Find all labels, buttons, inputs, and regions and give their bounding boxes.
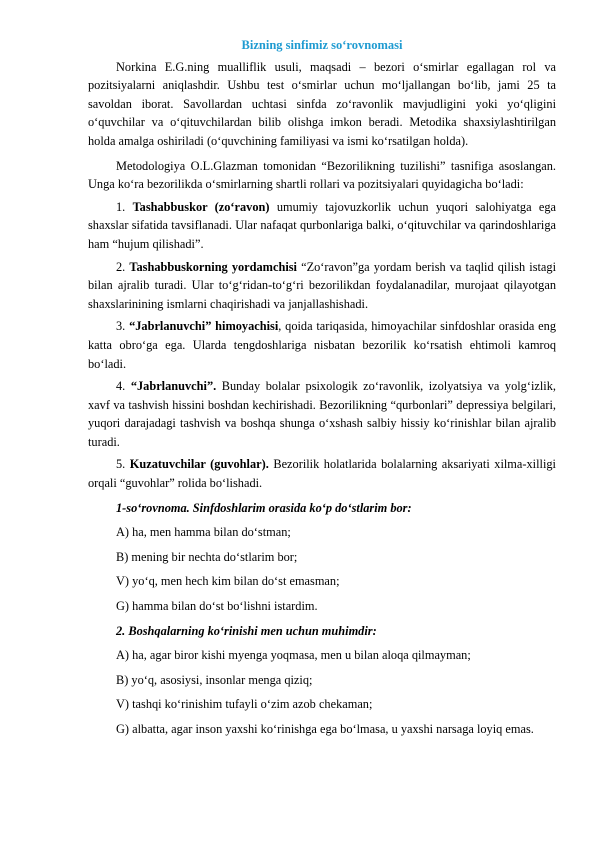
- role-separator: ,: [278, 319, 286, 334]
- role-item-5: [88, 455, 556, 492]
- role-term: “Jabrlanuvchi” himoyachisi: [129, 319, 279, 334]
- page-title: Bizning sinfimiz so‘rovnomasi: [241, 38, 403, 52]
- role-description: umumiy tajovuzkorlik uchun yuqori salohiyatga ega shaxslar sifatida tavsiflanadi. Ular nafaqat qurbonlariga balki, o‘qituvchilar va qarindoshlariga ham “hujum qilishadi”.: [88, 199, 556, 251]
- question-2-heading: 2. Boshqalarning ko‘rinishi men uchun muhimdir:: [116, 623, 377, 638]
- role-term: “Jabrlanuvchi”.: [130, 379, 217, 394]
- role-item-4: [88, 377, 556, 451]
- role-description: Bezorilik holatlarida bolalarning aksariyati xilma-xilligi orqali “guvohlar” rolida bo‘lishadi.: [88, 457, 556, 491]
- intro-paragraph-1: Norkina E.G.ning mualliflik usuli, maqsadi – bezori o‘smirlar egallagan rol va pozitsiyalarni aniqlashdir. Ushbu test o‘smirlar uchun mo‘ljallangan bo‘lib, jami 25 ta savoldan iborat. Savollardan uchtasi sinfda zo‘ravonlik mavjudligini yoki yo‘qligini o‘quvchilar va o‘qituvchilardan bilib olishga imkon beradi. Metodika shaxsiylashtirilgan holda amalga oshiriladi (o‘quvchining familiyasi va ismi ko‘rsatilgan holda).: [88, 59, 556, 148]
- role-item-2: [88, 258, 556, 314]
- role-number: 4.: [116, 379, 126, 394]
- question-1-option-a: A) ha, men hamma bilan do‘stman;: [116, 525, 291, 540]
- question-1-heading: 1-so‘rovnoma. Sinfdoshlarim orasida ko‘p do‘stlarim bor:: [116, 500, 412, 515]
- question-2-option-b: B) yo‘q, asosiysi, insonlar menga qiziq;: [116, 672, 313, 687]
- role-number: 1.: [116, 199, 126, 214]
- question-1-option-g: G) hamma bilan do‘st bo‘lishni istardim.: [116, 599, 318, 614]
- question-1-option-b: B) mening bir nechta do‘stlarim bor;: [116, 549, 298, 564]
- role-item-1: [88, 198, 556, 254]
- question-2-option-v: V) tashqi ko‘rinishim tufayli o‘zim azob chekaman;: [116, 697, 373, 712]
- document-page: [88, 36, 556, 739]
- role-description: “Zo‘ravon”ga yordam berish va taqlid qilish istagi bilan ajralib turadi. Ular to‘g‘ridan-to‘g‘ri bezorilikdan foydalanadilar, murojaat qilayotgan shaxslarinining ismlarni chaqirishadi va janjallashishadi.: [88, 259, 557, 311]
- role-description: qoida tariqasida, himoyachilar sinfdoshlar orasida eng katta obro‘ga ega. Ularda tengdoshlariga nisbatan bezorilik ko‘rsatish ehtimoli kamroq bo‘ladi.: [88, 319, 557, 371]
- role-separator: [270, 200, 277, 214]
- role-item-3: [88, 317, 556, 373]
- role-term: Tashabbuskor (zo‘ravon): [132, 199, 270, 214]
- role-number: 2.: [116, 259, 126, 274]
- role-term: Tashabbuskorning yordamchisi: [129, 259, 297, 274]
- role-description: Bunday bolalar psixologik zo‘ravonlik, izolyatsiya va yolg‘izlik, xavf va tashvish hissini boshdan kechirishadi. Bezorilikning “qurbonlari” depressiya belgilari, yuqori darajadagi tashvish va boshqa shunga o‘xshash salbiy hissiy ko‘rinishlar bilan ajralib turadi.: [88, 379, 556, 449]
- role-term: Kuzatuvchilar (guvohlar).: [129, 457, 269, 472]
- role-number: 3.: [116, 319, 126, 334]
- intro-paragraph-2: Metodologiya O.L.Glazman tomonidan “Bezorilikning tuzilishi” tasnifiga asoslangan. Unga ko‘ra bezorilikda o‘smirlarning shartli rollari va pozitsiyalari quyidagicha bo‘ladi:: [88, 158, 556, 192]
- question-2-option-a: A) ha, agar biror kishi myenga yoqmasa, men u bilan aloqa qilmayman;: [116, 648, 471, 663]
- role-number: 5.: [116, 457, 126, 472]
- question-1-option-v: V) yo‘q, men hech kim bilan do‘st emasman;: [116, 574, 340, 589]
- question-2-option-g: G) albatta, agar inson yaxshi ko‘rinishga ega bo‘lmasa, u yaxshi narsaga loyiq emas.: [116, 722, 534, 736]
